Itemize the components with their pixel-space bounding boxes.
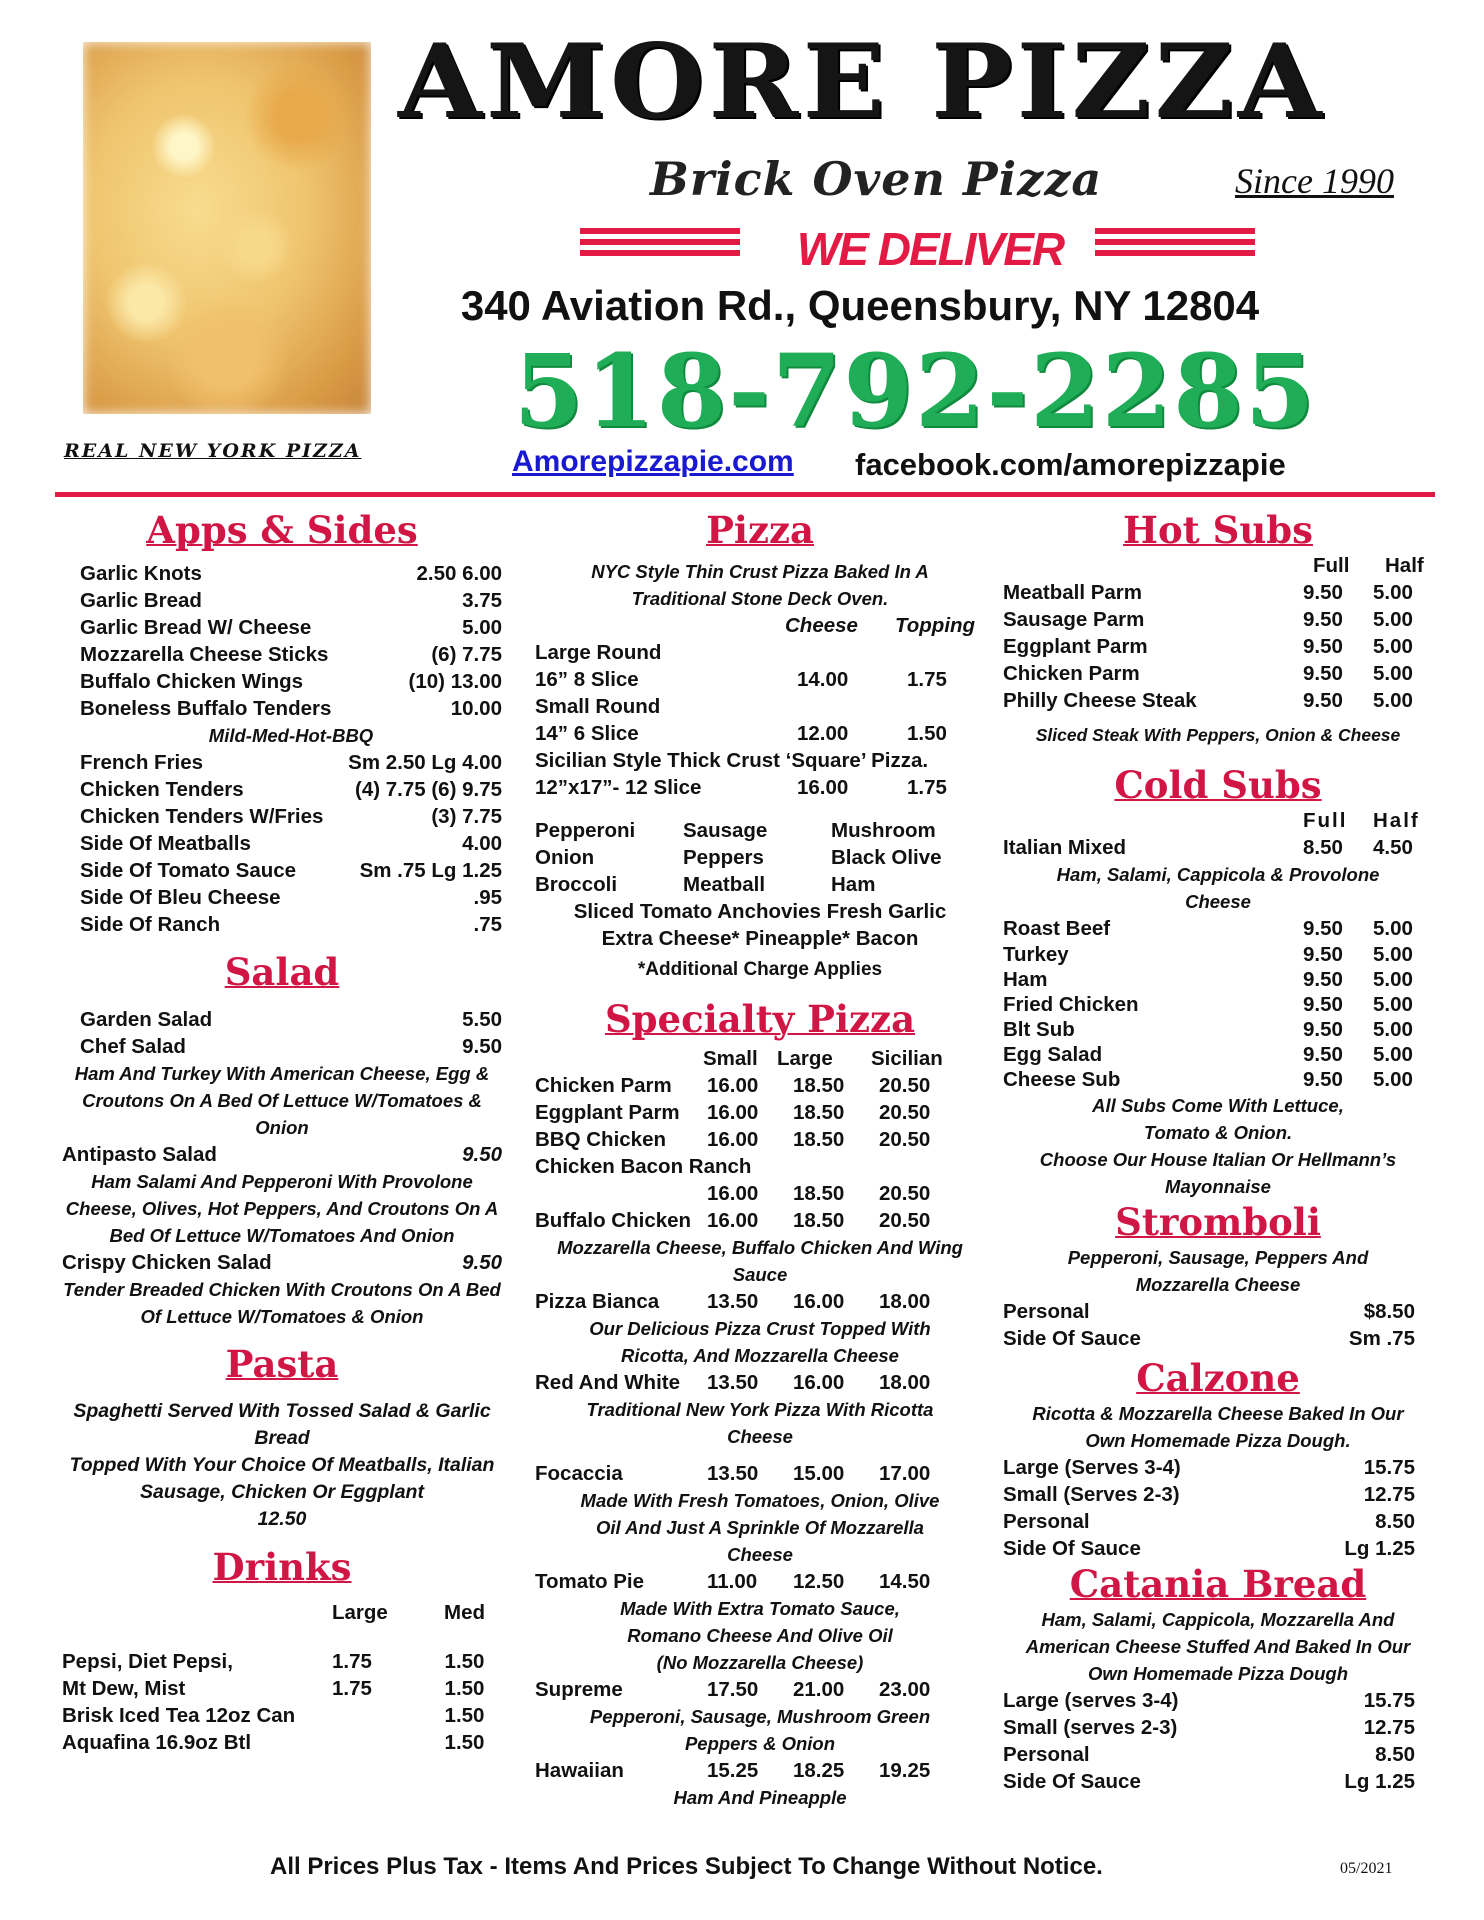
pizza-intro: NYC Style Thin Crust Pizza Baked In A Traditional Stone Deck Oven.: [591, 561, 929, 609]
specialty-row: Supreme 17.50 21.00 23.00: [535, 1678, 931, 1701]
apps-row: Mozzarella Cheese Sticks (6) 7.75: [80, 643, 502, 666]
coldsubs-header: Full Half: [1303, 809, 1420, 832]
drinks-row: Brisk Iced Tea 12oz Can 1.50: [62, 1704, 485, 1727]
right-column: [1003, 508, 1433, 1795]
stromboli-title: Stromboli: [1115, 1200, 1321, 1244]
specialty-row: Hawaiian 15.25 18.25 19.25: [535, 1759, 931, 1782]
facebook-link[interactable]: facebook.com/amorepizzapie: [855, 447, 1286, 482]
subs-note-1: All Subs Come With Lettuce, Tomato & Onion.: [1092, 1095, 1344, 1143]
tomatopie-note-2: Romano Cheese And Olive Oil: [627, 1625, 893, 1646]
apps-row: Chicken Tenders W/Fries (3) 7.75: [80, 805, 502, 828]
stromboli-note: Pepperoni, Sausage, Peppers And Mozzarella Cheese: [1067, 1247, 1369, 1295]
redwhite-note: Traditional New York Pizza With Ricotta Cheese: [586, 1399, 934, 1447]
apps-title: Apps & Sides: [146, 508, 418, 552]
revision-date: 05/2021: [1340, 1860, 1393, 1877]
catania-title: Catania Bread: [1069, 1562, 1367, 1606]
tenders-note: Mild-Med-Hot-BBQ: [208, 725, 374, 746]
specialty-row: BBQ Chicken 16.00 18.50 20.50: [535, 1128, 931, 1151]
coldsubs-title: Cold Subs: [1114, 763, 1322, 807]
pasta-title: Pasta: [225, 1342, 339, 1386]
specialty-row: Eggplant Parm 16.00 18.50 20.50: [535, 1101, 931, 1124]
specialty-row: Red And White 13.50 16.00 18.00: [535, 1371, 931, 1394]
specialty-row: Pizza Bianca 13.50 16.00 18.00: [535, 1290, 931, 1313]
cbr-label: Chicken Bacon Ranch: [535, 1155, 752, 1178]
address: 340 Aviation Rd., Queensbury, NY 12804: [460, 282, 1260, 329]
pizza-row: 12”x17”- 12 Slice 16.00 1.75: [535, 776, 947, 799]
bianca-note: Our Delicious Pizza Crust Topped With Ricotta, And Mozzarella Cheese: [589, 1318, 931, 1366]
deliver-label: WE DELIVER: [796, 223, 1064, 275]
apps-row: Side Of Ranch .75: [80, 913, 502, 936]
coldsubs-row: Roast Beef 9.50 5.00: [1003, 917, 1413, 940]
header-divider: [55, 492, 1435, 497]
hotsubs-header: Full Half: [1313, 554, 1424, 577]
pasta-note-1: Spaghetti Served With Tossed Salad & Garlic Bread: [73, 1400, 491, 1449]
stripes-left-decor: [580, 228, 740, 268]
apps-row: Side Of Meatballs 4.00: [80, 832, 502, 855]
catania-row: Personal 8.50: [1003, 1743, 1415, 1766]
additional-charge-note: *Additional Charge Applies: [637, 959, 883, 980]
sicilian-label: Sicilian Style Thick Crust ‘Square’ Pizza.: [535, 749, 929, 772]
buffalo-note: Mozzarella Cheese, Buffalo Chicken And Wing Sauce: [557, 1237, 963, 1285]
hotsubs-row: Eggplant Parm 9.50 5.00: [1003, 635, 1413, 658]
stromboli-row: Side Of Sauce Sm .75: [1003, 1327, 1415, 1350]
tomatopie-note-1: Made With Extra Tomato Sauce,: [620, 1598, 900, 1619]
salad-row: Chef Salad 9.50: [80, 1035, 502, 1058]
toppings-line-1: Sliced Tomato Anchovies Fresh Garlic: [573, 900, 947, 923]
specialty-title: Specialty Pizza: [604, 997, 916, 1041]
calzone-row: Large (Serves 3-4) 15.75: [1003, 1456, 1415, 1479]
salad-row: Garden Salad 5.50: [80, 1008, 502, 1031]
apps-row: Side Of Tomato Sauce Sm .75 Lg 1.25: [80, 859, 502, 882]
middle-column: [535, 508, 985, 1811]
drinks-title: Drinks: [212, 1545, 352, 1589]
pizza-row: 16” 8 Slice 14.00 1.75: [535, 668, 947, 691]
brand-name: AMORE PIZZA: [398, 22, 1326, 142]
catania-row: Large (serves 3-4) 15.75: [1003, 1689, 1415, 1712]
apps-row: Garlic Bread 3.75: [80, 589, 502, 612]
specialty-header: Small Large Sicilian: [703, 1047, 943, 1070]
coldsubs-row: Italian Mixed 8.50 4.50: [1003, 836, 1413, 859]
pasta-note-2: Topped With Your Choice Of Meatballs, Italian Sausage, Chicken Or Eggplant: [69, 1454, 495, 1503]
specialty-row: Buffalo Chicken 16.00 18.50 20.50: [535, 1209, 931, 1232]
hawaiian-note: Ham And Pineapple: [673, 1787, 847, 1808]
toppings-grid: Pepperoni Sausage Mushroom Onion Peppers Black Olive Broccoli Meatball Ham: [535, 819, 942, 896]
supreme-note: Pepperoni, Sausage, Mushroom Green Peppers & Onion: [589, 1706, 931, 1754]
hotsubs-title: Hot Subs: [1123, 508, 1313, 552]
apps-row: French Fries Sm 2.50 Lg 4.00: [80, 751, 502, 774]
calzone-row: Side Of Sauce Lg 1.25: [1003, 1537, 1415, 1560]
subs-note-2: Choose Our House Italian Or Hellmann’s Mayonnaise: [1039, 1149, 1397, 1197]
calzone-title: Calzone: [1136, 1356, 1300, 1400]
salad-row: Crispy Chicken Salad 9.50: [62, 1251, 502, 1274]
pasta-price: 12.50: [257, 1508, 307, 1530]
tagline: REAL NEW YORK PIZZA: [64, 440, 362, 462]
specialty-row: 16.00 18.50 20.50: [707, 1182, 931, 1205]
pizza-photo: [83, 42, 371, 414]
hotsubs-row: Sausage Parm 9.50 5.00: [1003, 608, 1413, 631]
salad-row: Antipasto Salad 9.50: [62, 1143, 502, 1166]
coldsubs-row: Ham 9.50 5.00: [1003, 968, 1413, 991]
coldsubs-row: Turkey 9.50 5.00: [1003, 943, 1413, 966]
calzone-row: Small (Serves 2-3) 12.75: [1003, 1483, 1415, 1506]
footer-note: All Prices Plus Tax - Items And Prices Subject To Change Without Notice.: [270, 1853, 1103, 1880]
specialty-row: Chicken Parm 16.00 18.50 20.50: [535, 1074, 931, 1097]
stripes-right-decor: [1095, 228, 1255, 268]
apps-row: Side Of Bleu Cheese .95: [80, 886, 502, 909]
coldsubs-row: Egg Salad 9.50 5.00: [1003, 1043, 1413, 1066]
hotsubs-row: Meatball Parm 9.50 5.00: [1003, 581, 1413, 604]
specialty-row: Focaccia 13.50 15.00 17.00: [535, 1462, 931, 1485]
tomatopie-note-3: (No Mozzarella Cheese): [656, 1652, 864, 1673]
stromboli-row: Personal $8.50: [1003, 1300, 1415, 1323]
left-column: [62, 508, 502, 1756]
pizza-header: Cheese Topping: [785, 614, 976, 637]
large-round-label: Large Round: [535, 641, 662, 664]
salad-title: Salad: [224, 950, 340, 994]
chef-salad-note: Ham And Turkey With American Cheese, Egg & Croutons On A Bed Of Lettuce W/Tomatoes & Onion: [74, 1063, 490, 1138]
website-link[interactable]: Amorepizzapie.com: [512, 445, 794, 478]
italian-note: Ham, Salami, Cappicola & Provolone Cheese: [1056, 864, 1380, 912]
apps-row: Buffalo Chicken Wings (10) 13.00: [80, 670, 502, 693]
hotsubs-note: Sliced Steak With Peppers, Onion & Cheese: [1035, 725, 1401, 745]
coldsubs-row: Cheese Sub 9.50 5.00: [1003, 1068, 1413, 1091]
catania-row: Small (serves 2-3) 12.75: [1003, 1716, 1415, 1739]
small-round-label: Small Round: [535, 695, 661, 718]
drinks-row: Aquafina 16.9oz Btl 1.50: [62, 1731, 485, 1754]
coldsubs-row: Blt Sub 9.50 5.00: [1003, 1018, 1413, 1041]
apps-row: Garlic Knots 2.50 6.00: [80, 562, 502, 585]
crispy-note: Tender Breaded Chicken With Croutons On A Bed Of Lettuce W/Tomatoes & Onion: [63, 1279, 501, 1327]
specialty-row: Tomato Pie 11.00 12.50 14.50: [535, 1570, 931, 1593]
pizza-title: Pizza: [706, 508, 814, 552]
catania-row: Side Of Sauce Lg 1.25: [1003, 1770, 1415, 1793]
coldsubs-row: Fried Chicken 9.50 5.00: [1003, 993, 1413, 1016]
since-label: Since 1990: [1235, 161, 1394, 201]
calzone-note: Ricotta & Mozzarella Cheese Baked In Our Own Homemade Pizza Dough.: [1032, 1403, 1404, 1451]
apps-row: Chicken Tenders (4) 7.75 (6) 9.75: [80, 778, 502, 801]
drinks-row: Pepsi, Diet Pepsi, 1.75 1.50: [62, 1650, 485, 1673]
drinks-header: Large Med: [332, 1601, 485, 1624]
focaccia-note: Made With Fresh Tomatoes, Onion, Olive Oil And Just A Sprinkle Of Mozzarella Cheese: [580, 1490, 940, 1565]
calzone-row: Personal 8.50: [1003, 1510, 1415, 1533]
pizza-row: 14” 6 Slice 12.00 1.50: [535, 722, 947, 745]
phone-number[interactable]: 518-792-2285: [513, 332, 1317, 450]
drinks-row: Mt Dew, Mist 1.75 1.50: [62, 1677, 485, 1700]
apps-row: Boneless Buffalo Tenders 10.00: [80, 697, 502, 720]
apps-row: Garlic Bread W/ Cheese 5.00: [80, 616, 502, 639]
hotsubs-row: Chicken Parm 9.50 5.00: [1003, 662, 1413, 685]
catania-note: Ham, Salami, Cappicola, Mozzarella And American Cheese Stuffed And Baked In Our Own Homemade Pizza Dough: [1025, 1609, 1411, 1684]
toppings-line-2: Extra Cheese* Pineapple* Bacon: [601, 927, 919, 950]
antipasto-note: Ham Salami And Pepperoni With Provolone Cheese, Olives, Hot Peppers, And Croutons On A Bed Of Lettuce W/Tomatoes And Onion: [65, 1171, 499, 1246]
hotsubs-row: Philly Cheese Steak 9.50 5.00: [1003, 689, 1413, 712]
brand-subtitle: Brick Oven Pizza: [650, 152, 1103, 206]
